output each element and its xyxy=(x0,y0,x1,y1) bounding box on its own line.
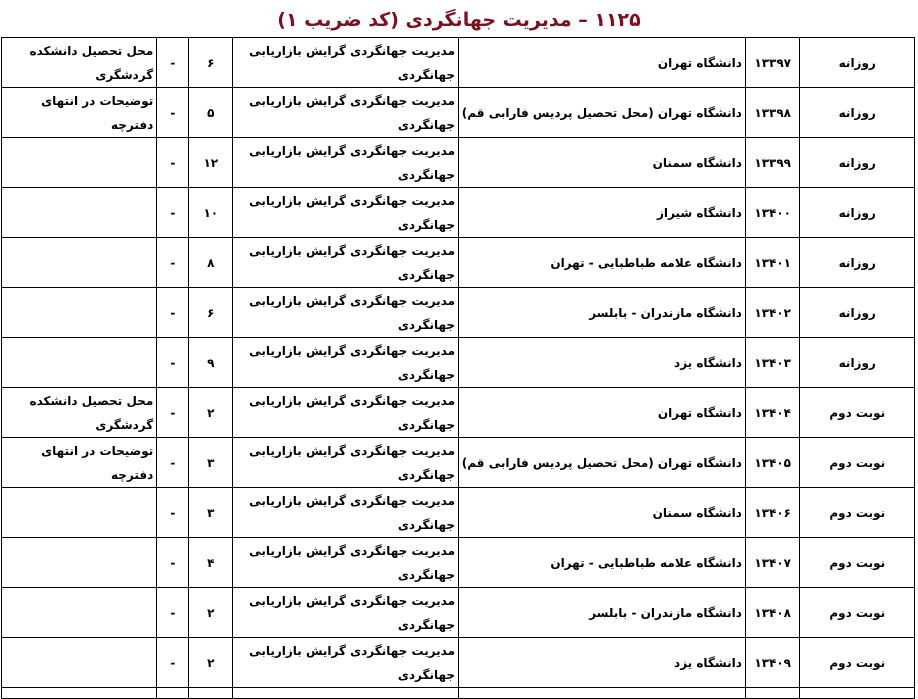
study-type-cell: روزانه xyxy=(800,138,915,188)
capacity-cell: ۹ xyxy=(189,338,233,388)
table-body xyxy=(2,38,915,699)
program-code-cell: ۱۳۳۹۹ xyxy=(745,138,800,188)
program-code-cell: ۱۳۴۰۱ xyxy=(745,238,800,288)
capacity-cell: ۱۰ xyxy=(189,188,233,238)
university-cell: دانشگاه تهران (محل تحصیل پردیس فارابی قم) xyxy=(459,88,746,138)
field-cell: مدیریت جهانگردی گرایش بازاریابی جهانگردی xyxy=(233,38,459,88)
extra-cell: - xyxy=(157,438,189,488)
study-type-cell: نوبت دوم xyxy=(800,388,915,438)
study-type-cell: نوبت دوم xyxy=(800,638,915,688)
extra-cell: - xyxy=(157,38,189,88)
note-cell xyxy=(2,288,157,338)
note-cell: محل تحصیل دانشکده گردشگری xyxy=(2,388,157,438)
study-type-cell: روزانه xyxy=(800,38,915,88)
program-code-cell: ۱۳۴۰۸ xyxy=(745,588,800,638)
extra-cell: - xyxy=(157,488,189,538)
extra-cell: - xyxy=(157,138,189,188)
university-cell: دانشگاه مازندران - بابلسر xyxy=(459,588,746,638)
empty-cell xyxy=(459,688,746,699)
field-cell: مدیریت جهانگردی گرایش بازاریابی جهانگردی xyxy=(233,588,459,638)
capacity-cell: ۴ xyxy=(189,538,233,588)
university-cell: دانشگاه علامه طباطبایی - تهران xyxy=(459,238,746,288)
note-cell: توضیحات در انتهای دفترچه xyxy=(2,88,157,138)
program-code-cell: ۱۳۴۰۴ xyxy=(745,388,800,438)
extra-cell: - xyxy=(157,388,189,438)
study-type-cell: نوبت دوم xyxy=(800,438,915,488)
program-code-cell: ۱۳۴۰۲ xyxy=(745,288,800,338)
extra-cell: - xyxy=(157,638,189,688)
capacity-cell: ۶ xyxy=(189,288,233,338)
capacity-cell: ۳ xyxy=(189,488,233,538)
field-cell: مدیریت جهانگردی گرایش بازاریابی جهانگردی xyxy=(233,638,459,688)
university-cell: دانشگاه یزد xyxy=(459,338,746,388)
study-type-cell: روزانه xyxy=(800,338,915,388)
table-row xyxy=(2,238,915,288)
empty-cell xyxy=(233,688,459,699)
study-type-cell: روزانه xyxy=(800,238,915,288)
study-type-cell: روزانه xyxy=(800,88,915,138)
university-cell: دانشگاه علامه طباطبایی - تهران xyxy=(459,538,746,588)
program-code-cell: ۱۳۴۰۵ xyxy=(745,438,800,488)
study-type-cell: نوبت دوم xyxy=(800,538,915,588)
note-cell xyxy=(2,188,157,238)
program-code-cell: ۱۳۴۰۳ xyxy=(745,338,800,388)
extra-cell: - xyxy=(157,588,189,638)
program-code-cell: ۱۳۳۹۷ xyxy=(745,38,800,88)
field-cell: مدیریت جهانگردی گرایش بازاریابی جهانگردی xyxy=(233,338,459,388)
field-cell: مدیریت جهانگردی گرایش بازاریابی جهانگردی xyxy=(233,88,459,138)
program-code-cell: ۱۳۳۹۸ xyxy=(745,88,800,138)
capacity-cell: ۳ xyxy=(189,438,233,488)
note-cell: محل تحصیل دانشکده گردشگری xyxy=(2,38,157,88)
note-cell xyxy=(2,238,157,288)
table-row xyxy=(2,438,915,488)
empty-cell xyxy=(745,688,800,699)
capacity-cell: ۲ xyxy=(189,388,233,438)
table-row xyxy=(2,588,915,638)
table-row xyxy=(2,388,915,438)
note-cell xyxy=(2,138,157,188)
table-row-partial xyxy=(2,688,915,699)
table-row xyxy=(2,138,915,188)
field-cell: مدیریت جهانگردی گرایش بازاریابی جهانگردی xyxy=(233,488,459,538)
university-cell: دانشگاه تهران xyxy=(459,388,746,438)
extra-cell: - xyxy=(157,288,189,338)
extra-cell: - xyxy=(157,538,189,588)
note-cell xyxy=(2,488,157,538)
table-row xyxy=(2,288,915,338)
empty-cell xyxy=(189,688,233,699)
note-cell xyxy=(2,588,157,638)
empty-cell xyxy=(157,688,189,699)
extra-cell: - xyxy=(157,188,189,238)
table-row xyxy=(2,38,915,88)
table-row xyxy=(2,538,915,588)
note-cell xyxy=(2,538,157,588)
note-cell: توضیحات در انتهای دفترچه xyxy=(2,438,157,488)
empty-cell xyxy=(2,688,157,699)
university-cell: دانشگاه تهران (محل تحصیل پردیس فارابی قم) xyxy=(459,438,746,488)
table-row xyxy=(2,638,915,688)
field-cell: مدیریت جهانگردی گرایش بازاریابی جهانگردی xyxy=(233,388,459,438)
field-cell: مدیریت جهانگردی گرایش بازاریابی جهانگردی xyxy=(233,538,459,588)
university-cell: دانشگاه تهران xyxy=(459,38,746,88)
capacity-cell: ۸ xyxy=(189,238,233,288)
extra-cell: - xyxy=(157,238,189,288)
note-cell xyxy=(2,338,157,388)
field-cell: مدیریت جهانگردی گرایش بازاریابی جهانگردی xyxy=(233,138,459,188)
table-row xyxy=(2,188,915,238)
university-cell: دانشگاه شیراز xyxy=(459,188,746,238)
table-row xyxy=(2,88,915,138)
extra-cell: - xyxy=(157,338,189,388)
field-cell: مدیریت جهانگردی گرایش بازاریابی جهانگردی xyxy=(233,238,459,288)
page-title: ۱۱۲۵ – مدیریت جهانگردی (کد ضریب ۱) xyxy=(277,9,641,31)
empty-cell xyxy=(800,688,915,699)
program-table xyxy=(1,37,915,699)
capacity-cell: ۲ xyxy=(189,588,233,638)
program-code-cell: ۱۳۴۰۰ xyxy=(745,188,800,238)
study-type-cell: روزانه xyxy=(800,188,915,238)
university-cell: دانشگاه یزد xyxy=(459,638,746,688)
field-cell: مدیریت جهانگردی گرایش بازاریابی جهانگردی xyxy=(233,188,459,238)
program-code-cell: ۱۳۴۰۷ xyxy=(745,538,800,588)
capacity-cell: ۶ xyxy=(189,38,233,88)
university-cell: دانشگاه سمنان xyxy=(459,138,746,188)
university-cell: دانشگاه مازندران - بابلسر xyxy=(459,288,746,338)
capacity-cell: ۲ xyxy=(189,638,233,688)
university-cell: دانشگاه سمنان xyxy=(459,488,746,538)
study-type-cell: روزانه xyxy=(800,288,915,338)
program-code-cell: ۱۳۴۰۶ xyxy=(745,488,800,538)
table-row xyxy=(2,488,915,538)
capacity-cell: ۵ xyxy=(189,88,233,138)
extra-cell: - xyxy=(157,88,189,138)
capacity-cell: ۱۲ xyxy=(189,138,233,188)
note-cell xyxy=(2,638,157,688)
study-type-cell: نوبت دوم xyxy=(800,588,915,638)
field-cell: مدیریت جهانگردی گرایش بازاریابی جهانگردی xyxy=(233,288,459,338)
table-row xyxy=(2,338,915,388)
program-code-cell: ۱۳۴۰۹ xyxy=(745,638,800,688)
field-cell: مدیریت جهانگردی گرایش بازاریابی جهانگردی xyxy=(233,438,459,488)
study-type-cell: نوبت دوم xyxy=(800,488,915,538)
